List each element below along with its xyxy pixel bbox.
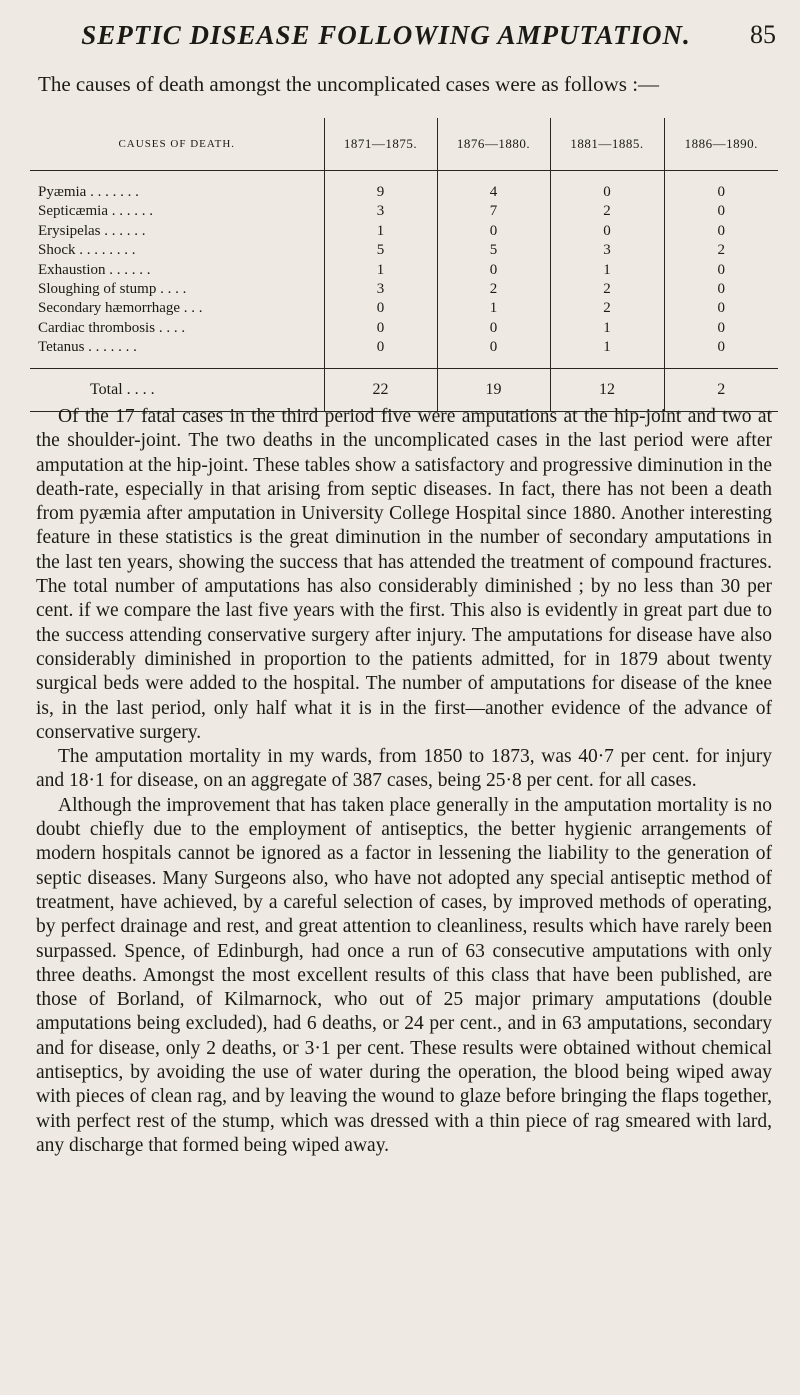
- cell-value: 0: [550, 222, 664, 241]
- cell-value: 1: [437, 299, 550, 318]
- cell-value: 1: [550, 338, 664, 368]
- cell-value: 0: [324, 319, 437, 338]
- total-value: 12: [550, 368, 664, 411]
- total-label: Total . . . .: [30, 368, 324, 411]
- cell-value: 0: [324, 338, 437, 368]
- cause-name: Shock . . . . . . . .: [38, 242, 136, 259]
- cell-value: 2: [437, 280, 550, 299]
- cell-value: 2: [550, 202, 664, 221]
- header-period: 1876—1880.: [437, 118, 550, 171]
- cause-name: Sloughing of stump . . . .: [38, 281, 187, 298]
- body-text: [36, 405, 772, 1158]
- cell-value: 0: [437, 319, 550, 338]
- table-header-row: [30, 118, 778, 171]
- table-row: [30, 338, 778, 368]
- table-row: [30, 319, 778, 338]
- cell-value: 7: [437, 202, 550, 221]
- total-value: 22: [324, 368, 437, 411]
- total-value: 2: [664, 368, 778, 411]
- cell-value: 2: [550, 299, 664, 318]
- header-causes: CAUSES OF DEATH.: [30, 118, 324, 171]
- cause-name: Pyæmia . . . . . . .: [38, 184, 139, 200]
- cell-value: 2: [550, 280, 664, 299]
- paragraph: Of the 17 fatal cases in the third period five were amputations at the hip-joint and two at the shoulder-joint. The two deaths in the uncomplicated cases in the last period were after amputation at the hip-joint. These tables show a satisfactory and progressive diminution in the death-rate, especially in that arising from septic diseases. In fact, there has not been a death from pyæmia after amputation in University College Hospital since 1880. Another interesting feature in these statistics is the great diminution in the number of secondary amputations in the last ten years, showing the success that has attended the treatment of compound fractures. The total number of amputations has also considerably diminished ; by no less than 30 per cent. if we compare the last five years with the first. This also is evidently in great part due to the success attending conservative surgery after injury. The amputations for disease have also considerably diminished in proportion to the patients admitted, for in 1879 about twenty surgical beds were added to the hospital. The number of amputations for disease of the knee is, in the last period, only half what it is in the first—another evidence of the advance of conservative surgery.: [36, 406, 772, 743]
- cell-value: 2: [664, 241, 778, 260]
- table-row: [30, 261, 778, 280]
- table-row: [30, 241, 778, 260]
- cell-value: 0: [664, 299, 778, 318]
- running-head: [36, 20, 776, 60]
- header-period: 1881—1885.: [550, 118, 664, 171]
- cell-value: 0: [664, 202, 778, 221]
- causes-of-death-table: [30, 118, 778, 412]
- cell-value: 1: [324, 261, 437, 280]
- cell-value: 3: [550, 241, 664, 260]
- cell-value: 0: [664, 261, 778, 280]
- cell-value: 5: [437, 241, 550, 260]
- table-row: [30, 171, 778, 203]
- cell-value: 0: [664, 280, 778, 299]
- page-number: 85: [750, 20, 776, 49]
- cell-value: 9: [324, 171, 437, 203]
- cell-value: 3: [324, 202, 437, 221]
- cell-value: 4: [437, 171, 550, 203]
- cell-value: 3: [324, 280, 437, 299]
- cause-name: Cardiac thrombosis . . . .: [38, 319, 186, 336]
- cell-value: 5: [324, 241, 437, 260]
- cell-value: 0: [324, 299, 437, 318]
- cell-value: 1: [550, 261, 664, 280]
- cell-value: 0: [437, 338, 550, 368]
- cell-value: 0: [664, 171, 778, 203]
- cell-value: 0: [664, 222, 778, 241]
- cell-value: 0: [664, 319, 778, 338]
- cell-value: 0: [437, 261, 550, 280]
- cell-value: 1: [324, 222, 437, 241]
- table-row: [30, 202, 778, 221]
- header-period: 1871—1875.: [324, 118, 437, 171]
- paragraph: Although the improvement that has taken place generally in the amputation mortality is no doubt chiefly due to the employment of antiseptics, the better hygienic arrangements of modern hospitals cannot be ignored as a factor in lessening the liability to the generation of septic diseases. Many Surgeons also, who have not adopted any special antiseptic method of treatment, have achieved, by a careful selection of cases, by improved methods of operating, by perfect drainage and rest, and great attention to cleanliness, results which have rarely been surpassed. Spence, of Edinburgh, had once a run of 63 consecutive amputations with only three deaths. Amongst the most excellent results of this class that have been published, are those of Borland, of Kilmarnock, who out of 25 major primary amputations (double amputations being excluded), had 6 deaths, or 24 per cent., and in 63 amputations, secondary and for disease, only 2 deaths, or 3·1 per cent. These results were obtained without chemical antiseptics, by avoiding the use of water during the operation, the blood being wiped away with pieces of clean rag, and by leaving the wound to glaze before bringing the flaps together, with perfect rest of the stump, which was dressed with a thin piece of rag smeared with lard, any discharge that formed being wiped away.: [36, 794, 772, 1156]
- cause-name: Exhaustion . . . . . .: [38, 261, 151, 278]
- table-row: [30, 280, 778, 299]
- cause-name: Erysipelas . . . . . .: [38, 222, 146, 239]
- cause-name: Septicæmia . . . . . .: [38, 203, 153, 220]
- cell-value: 1: [550, 319, 664, 338]
- cell-value: 0: [550, 171, 664, 203]
- intro-sentence: The causes of death amongst the uncomplicated cases were as follows :—: [38, 72, 660, 96]
- table-row: [30, 299, 778, 318]
- cell-value: 0: [664, 338, 778, 368]
- cause-name: Secondary hæmorrhage . . .: [38, 300, 203, 317]
- table-row: [30, 222, 778, 241]
- total-value: 19: [437, 368, 550, 411]
- header-period: 1886—1890.: [664, 118, 778, 171]
- cell-value: 0: [437, 222, 550, 241]
- cause-name: Tetanus . . . . . . .: [38, 339, 137, 356]
- paragraph: The amputation mortality in my wards, from 1850 to 1873, was 40·7 per cent. for injury and 18·1 for disease, on an aggregate of 387 cases, being 25·8 per cent. for all cases.: [36, 746, 772, 792]
- running-title: SEPTIC DISEASE FOLLOWING AMPUTATION.: [81, 20, 691, 50]
